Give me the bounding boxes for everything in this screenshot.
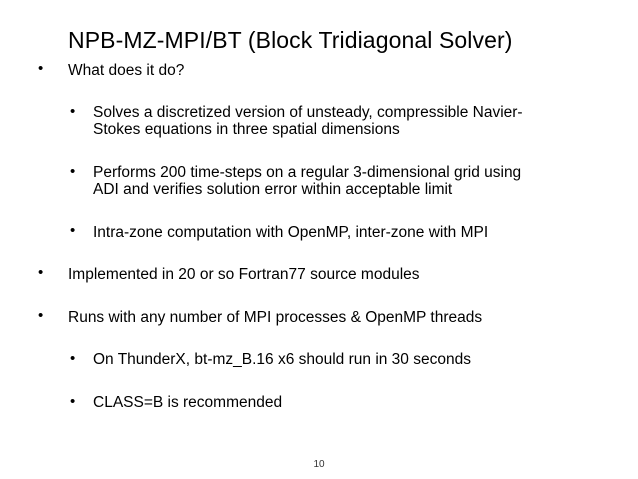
slide-title: NPB-MZ-MPI/BT (Block Tridiagonal Solver) [68, 27, 513, 53]
bullet-text: Intra-zone computation with OpenMP, inter-zone with MPI [93, 224, 489, 241]
bullet-text: Implemented in 20 or so Fortran77 source modules [68, 266, 420, 283]
bullet-dot-icon: • [70, 222, 76, 239]
bullet-dot-icon: • [70, 163, 76, 180]
bullet-dot-icon: • [38, 60, 44, 77]
bullet-text: CLASS=B is recommended [93, 394, 283, 411]
bullet-text: Solves a discretized version of unsteady, compressible Navier- [93, 104, 523, 121]
bullet-text: Performs 200 time-steps on a regular 3-dimensional grid using [93, 164, 522, 181]
bullet-dot-icon: • [38, 307, 44, 324]
bullet-dot-icon: • [70, 393, 76, 410]
bullet-text: What does it do? [68, 62, 185, 79]
bullet-dot-icon: • [70, 350, 76, 367]
bullet-dot-icon: • [70, 103, 76, 120]
bullet-text: Stokes equations in three spatial dimensions [93, 121, 400, 138]
page-number: 10 [313, 459, 325, 470]
bullet-text: On ThunderX, bt-mz_B.16 x6 should run in 30 seconds [93, 351, 471, 368]
bullet-text: ADI and verifies solution error within acceptable limit [93, 181, 453, 198]
bullet-text: Runs with any number of MPI processes & OpenMP threads [68, 309, 483, 326]
bullet-dot-icon: • [38, 264, 44, 281]
